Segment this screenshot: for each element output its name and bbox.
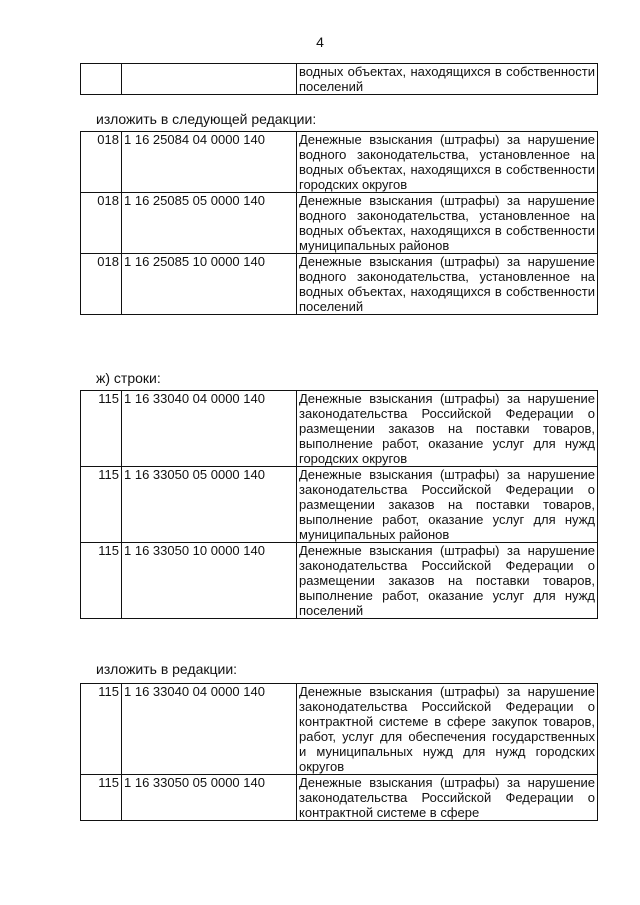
- description-cell: Денежные взыскания (штрафы) за нарушение законодательства Российской Федерации о контрактной системе в сфере закупок товаров, работ, услуг для обеспечения государственных и муниципальных нужд для нужд городских округов: [297, 684, 598, 775]
- table-row: [81, 254, 598, 315]
- table-row: [81, 467, 598, 543]
- admin-code-cell: 115: [81, 684, 122, 775]
- description-cell: Денежные взыскания (штрафы) за нарушение водного законодательства, установленное на водных объектах, находящихся в собственности поселений: [297, 254, 598, 315]
- budget-code-cell: [122, 64, 297, 95]
- description-cell: Денежные взыскания (штрафы) за нарушение законодательства Российской Федерации о контрактной системе в сфере: [297, 775, 598, 821]
- description-cell: Денежные взыскания (штрафы) за нарушение законодательства Российской Федерации о размещении заказов на поставки товаров, выполнение работ, оказание услуг для нужд городских округов: [297, 391, 598, 467]
- admin-code-cell: [81, 64, 122, 95]
- rows-table-orders: [80, 390, 598, 619]
- budget-code-cell: 1 16 33050 10 0000 140: [122, 543, 297, 619]
- admin-code-cell: 018: [81, 254, 122, 315]
- heading-amend-2: изложить в редакции:: [96, 661, 238, 677]
- amendment-table-water: [80, 131, 598, 315]
- admin-code-cell: 115: [81, 391, 122, 467]
- heading-rows: ж) строки:: [96, 370, 161, 386]
- description-cell: Денежные взыскания (штрафы) за нарушение законодательства Российской Федерации о размещении заказов на поставки товаров, выполнение работ, оказание услуг для нужд муниципальных районов: [297, 467, 598, 543]
- description-cell: Денежные взыскания (штрафы) за нарушение законодательства Российской Федерации о размещении заказов на поставки товаров, выполнение работ, оказание услуг для нужд поселений: [297, 543, 598, 619]
- heading-amend-1: изложить в следующей редакции:: [96, 111, 317, 127]
- amendment-table-contracts: [80, 683, 598, 821]
- budget-code-cell: 1 16 33050 05 0000 140: [122, 467, 297, 543]
- table-row: [81, 543, 598, 619]
- table-row: [81, 391, 598, 467]
- table-fragment: [80, 63, 598, 95]
- admin-code-cell: 115: [81, 775, 122, 821]
- table-row: [81, 775, 598, 821]
- budget-code-cell: 1 16 25085 10 0000 140: [122, 254, 297, 315]
- admin-code-cell: 115: [81, 467, 122, 543]
- admin-code-cell: 018: [81, 132, 122, 193]
- table-row: [81, 684, 598, 775]
- admin-code-cell: 018: [81, 193, 122, 254]
- description-cell: водных объектах, находящихся в собственности поселений: [297, 64, 598, 95]
- table-row: [81, 64, 598, 95]
- description-cell: Денежные взыскания (штрафы) за нарушение водного законодательства, установленное на водных объектах, находящихся в собственности городских округов: [297, 132, 598, 193]
- page-number: 4: [316, 34, 324, 50]
- budget-code-cell: 1 16 33040 04 0000 140: [122, 391, 297, 467]
- budget-code-cell: 1 16 33050 05 0000 140: [122, 775, 297, 821]
- table-row: [81, 193, 598, 254]
- budget-code-cell: 1 16 25084 04 0000 140: [122, 132, 297, 193]
- description-cell: Денежные взыскания (штрафы) за нарушение водного законодательства, установленное на водных объектах, находящихся в собственности муниципальных районов: [297, 193, 598, 254]
- table-row: [81, 132, 598, 193]
- admin-code-cell: 115: [81, 543, 122, 619]
- budget-code-cell: 1 16 33040 04 0000 140: [122, 684, 297, 775]
- budget-code-cell: 1 16 25085 05 0000 140: [122, 193, 297, 254]
